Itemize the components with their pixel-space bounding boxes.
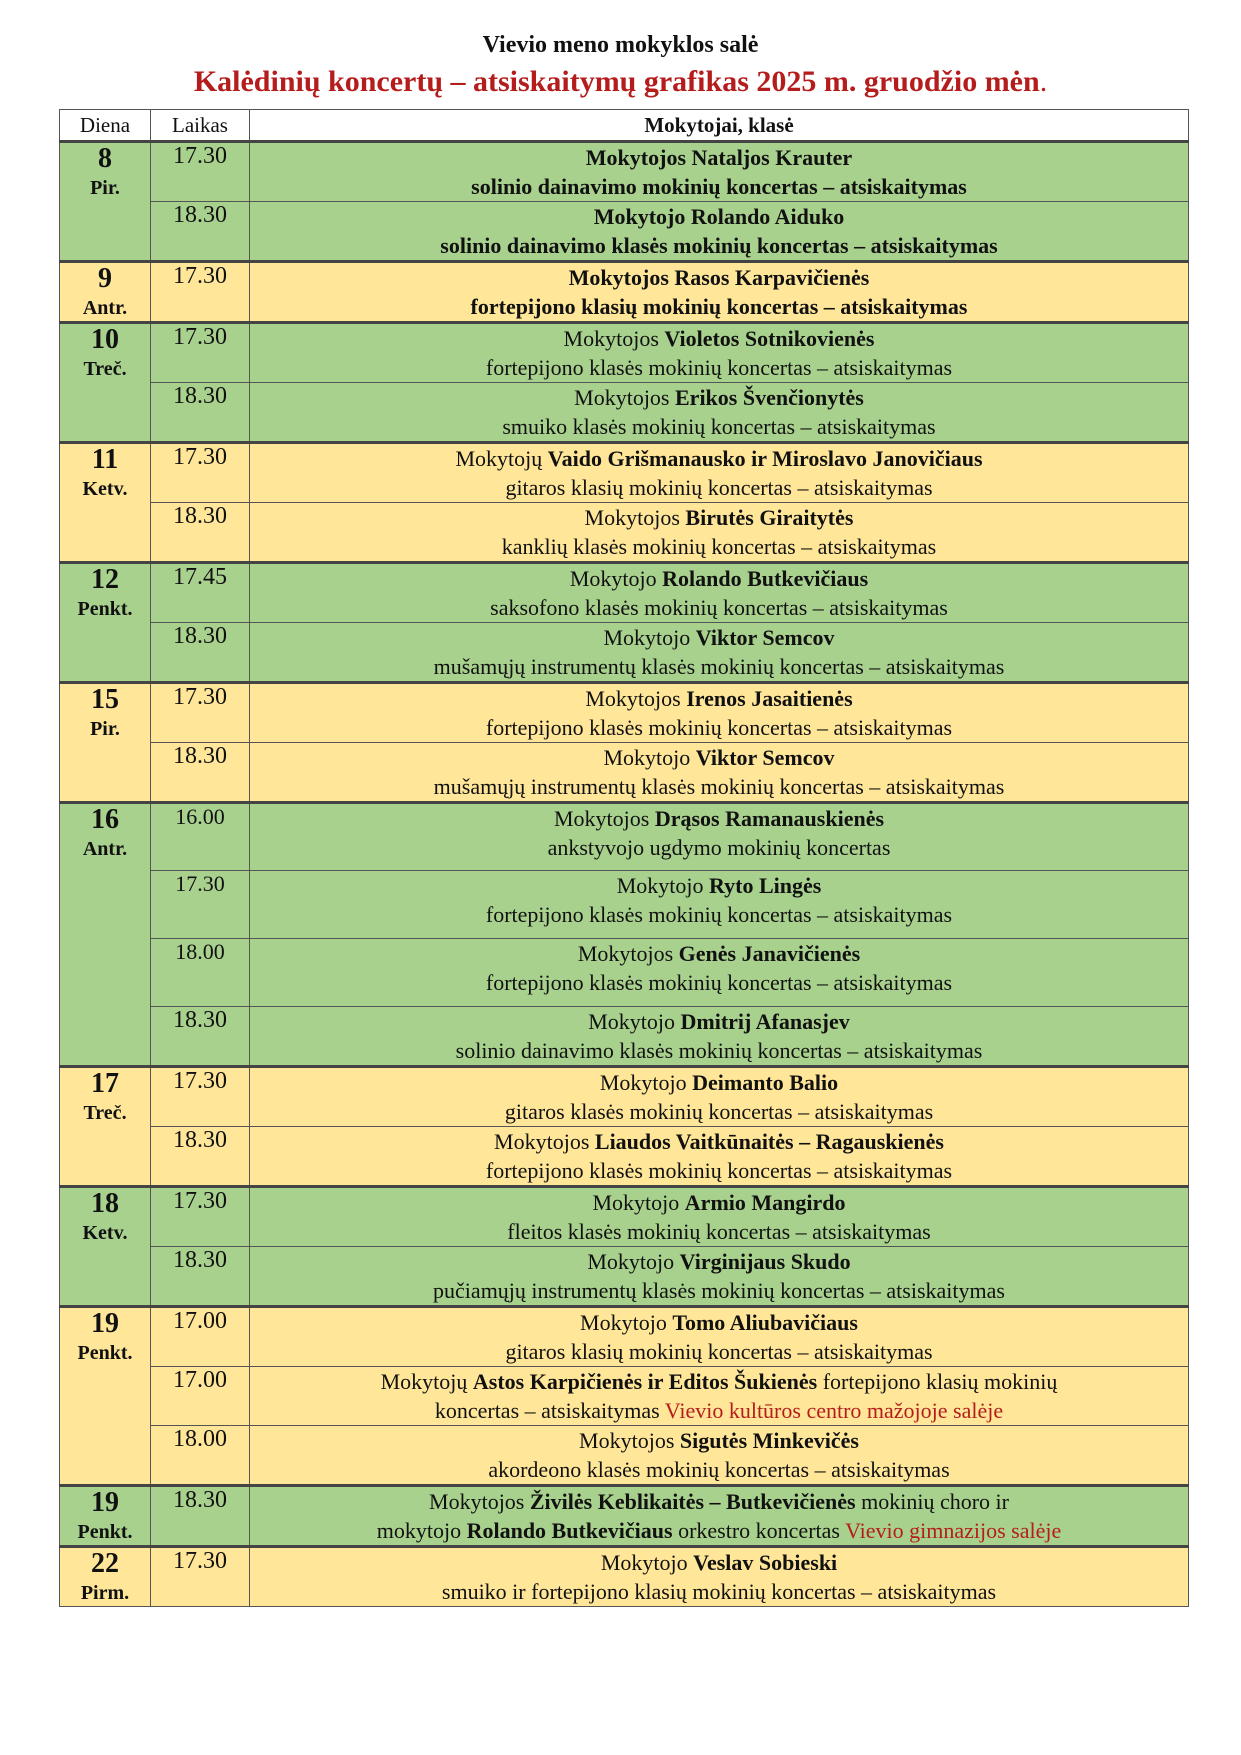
- description-text: Mokytojos: [584, 505, 686, 530]
- weekday-label: Ketv.: [82, 1222, 128, 1244]
- teacher-name: Genės Janavičienės: [678, 941, 861, 966]
- day-number: 12: [91, 564, 119, 595]
- description-text: saksofono klasės mokinių koncertas – atsiskaitymas: [490, 595, 948, 620]
- day-number: 22: [91, 1548, 119, 1579]
- description-text: mokytojo: [376, 1518, 467, 1543]
- description-line-1: [250, 1247, 1188, 1276]
- description-text: mokinių choro ir: [855, 1489, 1009, 1514]
- description-line-1: [250, 383, 1188, 412]
- description-line-2: [250, 1455, 1188, 1484]
- time-cell: 18.30: [151, 623, 250, 683]
- description-text: solinio dainavimo klasės mokinių koncertas – atsiskaitymas: [455, 1038, 983, 1063]
- table-row: [60, 1007, 1189, 1067]
- description-text: mušamųjų instrumentų klasės mokinių koncertas – atsiskaitymas: [433, 654, 1005, 679]
- table-row: [60, 323, 1189, 383]
- description-line-1: [250, 1068, 1188, 1097]
- description-line-1: [250, 564, 1188, 593]
- description-line-2: [250, 1156, 1188, 1185]
- concert-description: [250, 503, 1189, 563]
- description-line-2: [250, 1097, 1188, 1126]
- table-row: [60, 1547, 1189, 1607]
- description-line-2: [250, 968, 1188, 997]
- description-line-1: [250, 1127, 1188, 1156]
- day-number: 8: [98, 143, 112, 174]
- day-number: 19: [91, 1487, 119, 1518]
- description-text: gitaros klasių mokinių koncertas – atsiskaitymas: [505, 1339, 933, 1364]
- description-text: fortepijono klasės mokinių koncertas – atsiskaitymas: [485, 715, 953, 740]
- description-line-1: [250, 1487, 1188, 1516]
- weekday-label: Ketv.: [82, 478, 128, 500]
- teacher-name: Deimanto Balio: [692, 1070, 839, 1095]
- description-line-1: [250, 684, 1188, 713]
- description-text: orkestro koncertas: [672, 1518, 846, 1543]
- time-cell: 18.30: [151, 503, 250, 563]
- description-line-1: [250, 444, 1188, 473]
- venue-title: Vievio meno mokyklos salė: [482, 32, 759, 58]
- table-row: [60, 683, 1189, 743]
- description-text: gitaros klasės mokinių koncertas – atsiskaitymas: [504, 1099, 934, 1124]
- table-row: [60, 1307, 1189, 1367]
- teacher-name: Irenos Jasaitienės: [686, 686, 853, 711]
- description-line-2: [250, 1276, 1188, 1305]
- description-line-2: [250, 532, 1188, 561]
- description-text: ankstyvojo ugdymo mokinių koncertas: [547, 835, 891, 860]
- concert-description: [250, 1486, 1189, 1547]
- table-row: [60, 623, 1189, 683]
- description-line-1: [250, 1426, 1188, 1455]
- table-row: [60, 871, 1189, 939]
- description-line-1: [250, 804, 1188, 833]
- description-line-1: [250, 202, 1188, 231]
- weekday-label: Penkt.: [77, 598, 133, 620]
- description-line-2: [250, 412, 1188, 441]
- time-cell: 18.00: [151, 1426, 250, 1486]
- description-text: Mokytojo: [592, 1190, 685, 1215]
- description-line-2: [250, 1217, 1188, 1246]
- description-text: Mokytojo: [600, 1550, 694, 1575]
- day-cell: [60, 803, 151, 1067]
- description-text: koncertas – atsiskaitymas: [434, 1398, 665, 1423]
- weekday-label: Pirm.: [80, 1582, 130, 1604]
- day-group: [60, 1307, 1189, 1486]
- description-line-2: [250, 1396, 1188, 1425]
- table-row: [60, 1127, 1189, 1187]
- description-line-1: [250, 1007, 1188, 1036]
- time-cell: 18.30: [151, 202, 250, 262]
- day-number: 11: [91, 444, 119, 475]
- table-row: [60, 142, 1189, 202]
- day-number: 18: [91, 1188, 119, 1219]
- time-cell: 17.30: [151, 262, 250, 323]
- description-line-2: [250, 593, 1188, 622]
- day-cell: [60, 1307, 151, 1486]
- day-group: [60, 1486, 1189, 1547]
- day-cell: [60, 443, 151, 563]
- time-cell: 18.00: [151, 939, 250, 1007]
- teacher-name: Viktor Semcov: [695, 745, 835, 770]
- description-text: fortepijono klasės mokinių koncertas – atsiskaitymas: [485, 970, 953, 995]
- day-group: [60, 563, 1189, 683]
- description-line-1: [250, 324, 1188, 353]
- concert-description: [250, 142, 1189, 202]
- schedule-title-text: Kalėdinių koncertų – atsiskaitymų grafikas 2025 m. gruodžio mėn: [193, 65, 1040, 98]
- description-text: Mokytojos: [494, 1129, 595, 1154]
- teacher-name: Astos Karpičienės ir Editos Šukienės: [472, 1369, 818, 1394]
- teacher-name: Sigutės Minkevičės: [679, 1428, 859, 1453]
- description-line-2: [250, 652, 1188, 681]
- description-line-2: [250, 1036, 1188, 1065]
- venue-note: Vievio gimnazijos salėje: [845, 1518, 1062, 1543]
- table-row: [60, 803, 1189, 871]
- concert-description: [250, 939, 1189, 1007]
- description-text: Mokytojos: [553, 806, 655, 831]
- description-text: Mokytojų: [455, 446, 548, 471]
- table-row: [60, 1247, 1189, 1307]
- day-cell: [60, 142, 151, 262]
- time-cell: 16.00: [151, 803, 250, 871]
- table-row: [60, 443, 1189, 503]
- description-text: Mokytojo: [588, 1009, 681, 1034]
- day-group: [60, 1187, 1189, 1307]
- description-text: Mokytojo: [603, 625, 696, 650]
- table-header: [60, 110, 1189, 142]
- description-text: Mokytojos: [579, 1428, 680, 1453]
- teacher-name: solinio dainavimo klasės mokinių koncertas – atsiskaitymas: [440, 233, 998, 258]
- concert-description: [250, 1007, 1189, 1067]
- description-line-1: [250, 1308, 1188, 1337]
- time-cell: 18.30: [151, 1007, 250, 1067]
- description-text: smuiko klasės mokinių koncertas – atsiskaitymas: [502, 414, 936, 439]
- time-cell: 17.00: [151, 1307, 250, 1367]
- table-row: [60, 1486, 1189, 1547]
- description-line-2: [250, 231, 1188, 260]
- day-group: [60, 443, 1189, 563]
- day-group: [60, 323, 1189, 443]
- day-cell: [60, 683, 151, 803]
- weekday-label: Treč.: [83, 358, 127, 380]
- concert-description: [250, 1426, 1189, 1486]
- description-text: Mokytojos: [429, 1489, 530, 1514]
- weekday-label: Penkt.: [77, 1342, 133, 1364]
- description-text: fortepijono klasės mokinių koncertas – atsiskaitymas: [485, 355, 953, 380]
- time-cell: 18.30: [151, 1247, 250, 1307]
- day-cell: [60, 1486, 151, 1547]
- weekday-label: Antr.: [82, 838, 128, 860]
- day-cell: [60, 1067, 151, 1187]
- description-text: fleitos klasės mokinių koncertas – atsiskaitymas: [507, 1219, 931, 1244]
- description-line-2: [250, 900, 1188, 929]
- day-number: 17: [91, 1068, 119, 1099]
- time-cell: 17.30: [151, 683, 250, 743]
- description-text: Mokytojos: [563, 326, 665, 351]
- schedule-title-end: .: [1039, 65, 1048, 98]
- description-line-2: [250, 1337, 1188, 1366]
- table-row: [60, 743, 1189, 803]
- teacher-name: Rolando Butkevičiaus: [662, 566, 869, 591]
- day-cell: [60, 1187, 151, 1307]
- header-row: [60, 110, 1189, 142]
- table-row: [60, 1426, 1189, 1486]
- description-text: Mokytojo: [587, 1249, 680, 1274]
- teacher-name: Liaudos Vaitkūnaitės – Ragauskienės: [594, 1129, 944, 1154]
- teacher-name: Erikos Švenčionytės: [675, 385, 864, 410]
- day-group: [60, 683, 1189, 803]
- table-row: [60, 1187, 1189, 1247]
- time-cell: 18.30: [151, 743, 250, 803]
- teacher-name: Veslav Sobieski: [693, 1550, 838, 1575]
- weekday-label: Treč.: [83, 1102, 127, 1124]
- teacher-name: Armio Mangirdo: [684, 1190, 846, 1215]
- table-row: [60, 383, 1189, 443]
- description-line-1: [250, 1367, 1188, 1396]
- description-text: Mokytojo: [569, 566, 663, 591]
- description-text: mušamųjų instrumentų klasės mokinių koncertas – atsiskaitymas: [433, 774, 1005, 799]
- time-cell: 17.30: [151, 443, 250, 503]
- column-header-day: Diena: [60, 110, 151, 142]
- description-line-1: [250, 143, 1188, 172]
- day-group: [60, 1547, 1189, 1607]
- concert-description: [250, 1547, 1189, 1607]
- description-text: Mokytojo: [616, 873, 709, 898]
- schedule-title: [0, 62, 1241, 102]
- concert-description: [250, 743, 1189, 803]
- description-line-2: [250, 353, 1188, 382]
- weekday-label: Antr.: [82, 297, 128, 319]
- time-cell: 17.30: [151, 871, 250, 939]
- concert-description: [250, 1247, 1189, 1307]
- day-number: 15: [91, 684, 119, 715]
- concert-description: [250, 623, 1189, 683]
- table-row: [60, 503, 1189, 563]
- day-group: [60, 142, 1189, 262]
- teacher-name: Drąsos Ramanauskienės: [654, 806, 885, 831]
- description-text: akordeono klasės mokinių koncertas – atsiskaitymas: [488, 1457, 950, 1482]
- description-line-2: [250, 473, 1188, 502]
- description-line-2: [250, 772, 1188, 801]
- day-group: [60, 1067, 1189, 1187]
- concert-description: [250, 1367, 1189, 1426]
- description-line-1: [250, 743, 1188, 772]
- day-number: 19: [91, 1308, 119, 1339]
- description-line-2: [250, 1516, 1188, 1545]
- concert-description: [250, 202, 1189, 262]
- description-text: Mokytojų: [380, 1369, 473, 1394]
- description-text: fortepijono klasių mokinių: [817, 1369, 1058, 1394]
- column-header-time: Laikas: [151, 110, 250, 142]
- day-number: 9: [98, 263, 112, 294]
- description-line-1: [250, 871, 1188, 900]
- teacher-name: Viktor Semcov: [695, 625, 835, 650]
- time-cell: 17.45: [151, 563, 250, 623]
- time-cell: 17.30: [151, 323, 250, 383]
- description-text: pučiamųjų instrumentų klasės mokinių koncertas – atsiskaitymas: [433, 1278, 1005, 1303]
- description-line-1: [250, 1188, 1188, 1217]
- description-text: Mokytojo: [580, 1310, 673, 1335]
- day-cell: [60, 1547, 151, 1607]
- teacher-name: solinio dainavimo mokinių koncertas – atsiskaitymas: [471, 174, 967, 199]
- day-group: [60, 262, 1189, 323]
- time-cell: 18.30: [151, 1127, 250, 1187]
- concert-description: [250, 1307, 1189, 1367]
- concert-description: [250, 262, 1189, 323]
- description-text: Mokytojo: [603, 745, 696, 770]
- weekday-label: Penkt.: [77, 1521, 133, 1543]
- description-line-2: [250, 833, 1188, 862]
- table-row: [60, 563, 1189, 623]
- time-cell: 17.30: [151, 1547, 250, 1607]
- teacher-name: Mokytojos Nataljos Krauter: [585, 145, 853, 170]
- description-text: gitaros klasių mokinių koncertas – atsiskaitymas: [505, 475, 933, 500]
- teacher-name: Ryto Lingės: [709, 873, 822, 898]
- description-text: fortepijono klasės mokinių koncertas – atsiskaitymas: [485, 1158, 953, 1183]
- teacher-name: Dmitrij Afanasjev: [680, 1009, 850, 1034]
- day-cell: [60, 262, 151, 323]
- time-cell: 17.30: [151, 142, 250, 202]
- description-text: fortepijono klasės mokinių koncertas – atsiskaitymas: [485, 902, 953, 927]
- teacher-name: Vaido Grišmanausko ir Miroslavo Janovičiaus: [547, 446, 983, 471]
- teacher-name: Tomo Aliubavičiaus: [672, 1310, 858, 1335]
- teacher-name: Violetos Sotnikovienės: [664, 326, 875, 351]
- time-cell: 18.30: [151, 383, 250, 443]
- day-cell: [60, 563, 151, 683]
- description-line-2: [250, 1577, 1188, 1606]
- concert-description: [250, 443, 1189, 503]
- description-line-1: [250, 939, 1188, 968]
- schedule-table: [59, 109, 1189, 1607]
- venue-note: Vievio kultūros centro mažojoje salėje: [664, 1398, 1004, 1423]
- description-line-2: [250, 292, 1188, 321]
- table-row: [60, 1067, 1189, 1127]
- description-line-1: [250, 1548, 1188, 1577]
- concert-description: [250, 871, 1189, 939]
- table-row: [60, 262, 1189, 323]
- concert-description: [250, 683, 1189, 743]
- day-group: [60, 803, 1189, 1067]
- description-text: smuiko ir fortepijono klasių mokinių koncertas – atsiskaitymas: [441, 1579, 997, 1604]
- time-cell: 18.30: [151, 1486, 250, 1547]
- concert-description: [250, 323, 1189, 383]
- day-cell: [60, 323, 151, 443]
- teacher-name: Živilės Keblikaitės – Butkevičienės: [529, 1489, 856, 1514]
- description-text: Mokytojos: [577, 941, 679, 966]
- teacher-name: Birutės Giraitytės: [685, 505, 854, 530]
- description-text: kanklių klasės mokinių koncertas – atsiskaitymas: [501, 534, 937, 559]
- teacher-name: Virginijaus Skudo: [679, 1249, 851, 1274]
- description-line-1: [250, 503, 1188, 532]
- description-line-2: [250, 713, 1188, 742]
- description-text: Mokytojos: [574, 385, 675, 410]
- table-row: [60, 1367, 1189, 1426]
- concert-description: [250, 803, 1189, 871]
- teacher-name: Mokytojos Rasos Karpavičienės: [568, 265, 870, 290]
- concert-description: [250, 1067, 1189, 1127]
- description-line-2: [250, 172, 1188, 201]
- table-row: [60, 202, 1189, 262]
- description-text: Mokytojos: [585, 686, 687, 711]
- concert-description: [250, 1187, 1189, 1247]
- day-number: 16: [91, 804, 119, 835]
- description-text: Mokytojo: [599, 1070, 693, 1095]
- document-header: [0, 28, 1241, 102]
- concert-description: [250, 563, 1189, 623]
- teacher-name: fortepijono klasių mokinių koncertas – atsiskaitymas: [470, 294, 968, 319]
- description-line-1: [250, 623, 1188, 652]
- day-number: 10: [91, 324, 119, 355]
- table-row: [60, 939, 1189, 1007]
- description-line-1: [250, 263, 1188, 292]
- time-cell: 17.30: [151, 1067, 250, 1127]
- teacher-name: Rolando Butkevičiaus: [466, 1518, 673, 1543]
- weekday-label: Pir.: [90, 718, 120, 740]
- column-header-teacher: Mokytojai, klasė: [250, 110, 1189, 142]
- weekday-label: Pir.: [90, 177, 120, 199]
- time-cell: 17.00: [151, 1367, 250, 1426]
- concert-description: [250, 383, 1189, 443]
- teacher-name: Mokytojo Rolando Aiduko: [593, 204, 845, 229]
- time-cell: 17.30: [151, 1187, 250, 1247]
- concert-description: [250, 1127, 1189, 1187]
